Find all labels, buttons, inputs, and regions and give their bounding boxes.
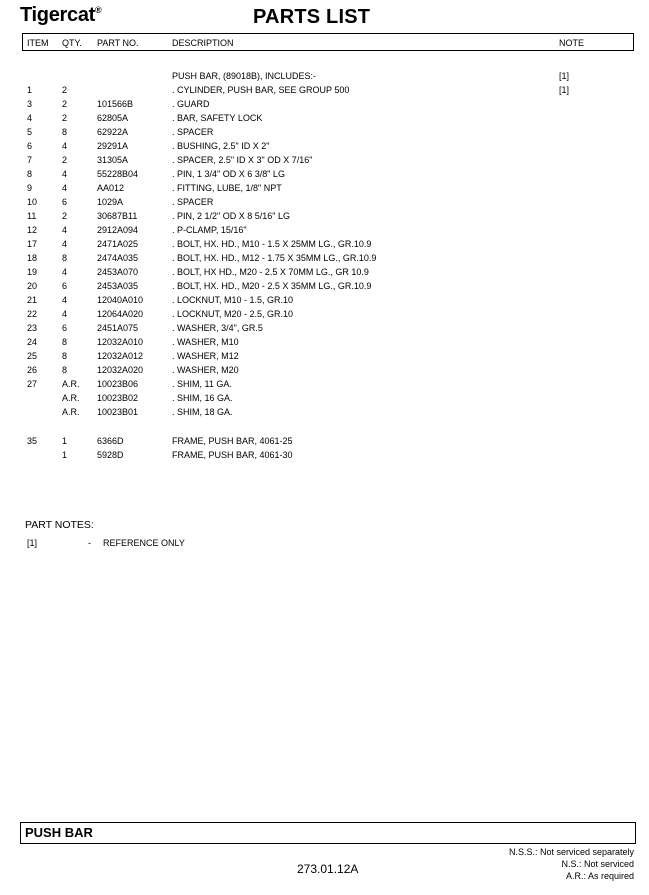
row-qty: 8 — [62, 351, 68, 361]
row-qty: 4 — [62, 169, 68, 179]
row-part-no: 12032A010 — [97, 337, 144, 347]
row-part-no: 2453A035 — [97, 281, 139, 291]
row-part-no: 6366D — [97, 436, 124, 446]
row-description: . SPACER — [172, 197, 214, 207]
table-row — [0, 71, 649, 85]
table-row — [0, 141, 649, 155]
row-description: . BUSHING, 2.5" ID X 2" — [172, 141, 270, 151]
row-description: . BOLT, HX. HD., M12 - 1.75 X 35MM LG., GR.10.9 — [172, 253, 377, 263]
row-description: . WASHER, M10 — [172, 337, 239, 347]
row-item: 21 — [27, 295, 38, 305]
table-row — [0, 169, 649, 183]
row-qty: 4 — [62, 295, 68, 305]
row-description: . SPACER, 2.5" ID X 3" OD X 7/16" — [172, 155, 313, 165]
row-item: 25 — [27, 351, 38, 361]
table-row — [0, 379, 649, 393]
row-qty: 1 — [62, 436, 68, 446]
row-description: . LOCKNUT, M20 - 2.5, GR.10 — [172, 309, 294, 319]
table-row — [0, 365, 649, 379]
row-qty: A.R. — [62, 393, 80, 403]
row-qty: 4 — [62, 183, 68, 193]
row-part-no: 10023B06 — [97, 379, 139, 389]
row-description: FRAME, PUSH BAR, 4061-30 — [172, 450, 293, 460]
section-title: PUSH BAR — [25, 825, 93, 840]
row-qty: 6 — [62, 197, 68, 207]
row-qty: 4 — [62, 267, 68, 277]
row-qty: A.R. — [62, 407, 80, 417]
legend-nss: N.S.S.: Not serviced separately — [508, 847, 634, 857]
row-qty: 4 — [62, 239, 68, 249]
row-item: 10 — [27, 197, 38, 207]
document-number: 273.01.12A — [297, 862, 359, 876]
table-row — [0, 85, 649, 99]
row-part-no: 30687B11 — [97, 211, 138, 221]
brand-logo — [20, 4, 101, 27]
table-row — [0, 225, 649, 239]
row-description: . SHIM, 18 GA. — [172, 407, 233, 417]
row-qty: 2 — [62, 211, 68, 221]
row-qty: 2 — [62, 99, 68, 109]
row-part-no: 10023B01 — [97, 407, 139, 417]
row-description: PUSH BAR, (89018B), INCLUDES:- — [172, 71, 317, 81]
row-description: FRAME, PUSH BAR, 4061-25 — [172, 436, 293, 446]
row-description: . WASHER, M12 — [172, 351, 239, 361]
row-item: 23 — [27, 323, 38, 333]
table-row — [0, 337, 649, 351]
row-qty: 8 — [62, 365, 68, 375]
row-description: . SHIM, 16 GA. — [172, 393, 233, 403]
row-item: 5 — [27, 127, 33, 137]
row-description: . SPACER — [172, 127, 214, 137]
row-part-no: 2451A075 — [97, 323, 139, 333]
row-part-no: 12064A020 — [97, 309, 144, 319]
table-row — [0, 211, 649, 225]
table-row — [0, 436, 649, 450]
row-qty: 2 — [62, 85, 68, 95]
row-qty: 4 — [62, 225, 68, 235]
row-item: 18 — [27, 253, 38, 263]
legend-ar: A.R.: As required — [565, 871, 634, 881]
row-part-no: 12040A010 — [97, 295, 144, 305]
legend-ns: N.S.: Not serviced — [561, 859, 634, 869]
part-note-text: REFERENCE ONLY — [103, 538, 185, 548]
brand-name: Tigercat — [20, 4, 96, 26]
table-row — [0, 127, 649, 141]
row-item: 6 — [27, 141, 33, 151]
row-item: 11 — [27, 211, 37, 221]
row-item: 3 — [27, 99, 33, 109]
row-description: . P-CLAMP, 15/16" — [172, 225, 247, 235]
row-description: . WASHER, M20 — [172, 365, 239, 375]
row-part-no: 62922A — [97, 127, 129, 137]
row-description: . LOCKNUT, M10 - 1.5, GR.10 — [172, 295, 294, 305]
row-part-no: 2453A070 — [97, 267, 139, 277]
table-row — [0, 155, 649, 169]
table-row — [0, 239, 649, 253]
row-description: . BOLT, HX. HD., M20 - 2.5 X 35MM LG., GR.10.9 — [172, 281, 372, 291]
row-item: 1 — [27, 85, 33, 95]
part-notes-title: PART NOTES: — [25, 519, 94, 531]
row-part-no: 1029A — [97, 197, 124, 207]
row-item: 20 — [27, 281, 38, 291]
row-part-no: 29291A — [97, 141, 129, 151]
table-row — [0, 267, 649, 281]
column-header-note: NOTE — [559, 38, 585, 48]
row-part-no: 5928D — [97, 450, 124, 460]
row-item: 19 — [27, 267, 38, 277]
row-note: [1] — [559, 85, 570, 95]
row-qty: A.R. — [62, 379, 80, 389]
row-part-no: AA012 — [97, 183, 125, 193]
row-qty: 8 — [62, 253, 68, 263]
table-row — [0, 351, 649, 365]
row-part-no: 31305A — [97, 155, 129, 165]
row-description: . SHIM, 11 GA. — [172, 379, 232, 389]
table-row — [0, 393, 649, 407]
row-part-no: 62805A — [97, 113, 129, 123]
column-header-description: DESCRIPTION — [172, 38, 234, 48]
row-qty: 6 — [62, 281, 68, 291]
row-item: 9 — [27, 183, 33, 193]
row-qty: 4 — [62, 309, 68, 319]
registered-mark: ® — [95, 5, 102, 15]
row-part-no: 2912A094 — [97, 225, 139, 235]
row-note: [1] — [559, 71, 570, 81]
row-part-no: 101566B — [97, 99, 134, 109]
row-part-no: 12032A012 — [97, 351, 144, 361]
row-item: 24 — [27, 337, 38, 347]
row-qty: 1 — [62, 450, 68, 460]
table-row — [0, 407, 649, 421]
row-item: 26 — [27, 365, 38, 375]
table-row — [0, 197, 649, 211]
column-header-qty: QTY. — [62, 38, 82, 48]
table-row — [0, 309, 649, 323]
table-row — [0, 323, 649, 337]
row-qty: 6 — [62, 323, 68, 333]
row-description: . FITTING, LUBE, 1/8" NPT — [172, 183, 282, 193]
row-qty: 8 — [62, 337, 68, 347]
row-part-no: 12032A020 — [97, 365, 144, 375]
table-row — [0, 113, 649, 127]
column-header-part-no: PART NO. — [97, 38, 139, 48]
table-row — [0, 183, 649, 197]
row-qty: 2 — [62, 155, 68, 165]
table-row — [0, 295, 649, 309]
table-row — [0, 450, 649, 464]
row-item: 35 — [27, 436, 38, 446]
column-header-item: ITEM — [27, 38, 49, 48]
row-part-no: 55228B04 — [97, 169, 139, 179]
page-title: PARTS LIST — [253, 6, 371, 28]
row-description: . BAR, SAFETY LOCK — [172, 113, 263, 123]
row-description: . GUARD — [172, 99, 210, 109]
row-description: . BOLT, HX HD., M20 - 2.5 X 70MM LG., GR 10.9 — [172, 267, 369, 277]
row-item: 27 — [27, 379, 38, 389]
row-item: 4 — [27, 113, 33, 123]
row-qty: 8 — [62, 127, 68, 137]
row-description: . WASHER, 3/4", GR.5 — [172, 323, 263, 333]
row-description: . CYLINDER, PUSH BAR, SEE GROUP 500 — [172, 85, 350, 95]
row-item: 8 — [27, 169, 33, 179]
row-description: . PIN, 1 3/4" OD X 6 3/8" LG — [172, 169, 285, 179]
row-description: . PIN, 2 1/2" OD X 8 5/16" LG — [172, 211, 290, 221]
row-qty: 4 — [62, 141, 68, 151]
row-qty: 2 — [62, 113, 68, 123]
part-note-ref: [1] — [27, 538, 38, 548]
row-item: 22 — [27, 309, 38, 319]
row-item: 17 — [27, 239, 38, 249]
table-row — [0, 99, 649, 113]
row-part-no: 2474A035 — [97, 253, 139, 263]
row-item: 7 — [27, 155, 33, 165]
row-part-no: 2471A025 — [97, 239, 139, 249]
footer-title-box — [20, 822, 636, 844]
row-item: 12 — [27, 225, 38, 235]
table-row — [0, 253, 649, 267]
row-part-no: 10023B02 — [97, 393, 139, 403]
abbreviation-legend — [509, 846, 634, 882]
part-note-dash: - — [88, 538, 91, 548]
row-description: . BOLT, HX. HD., M10 - 1.5 X 25MM LG., GR.10.9 — [172, 239, 372, 249]
table-row — [0, 281, 649, 295]
